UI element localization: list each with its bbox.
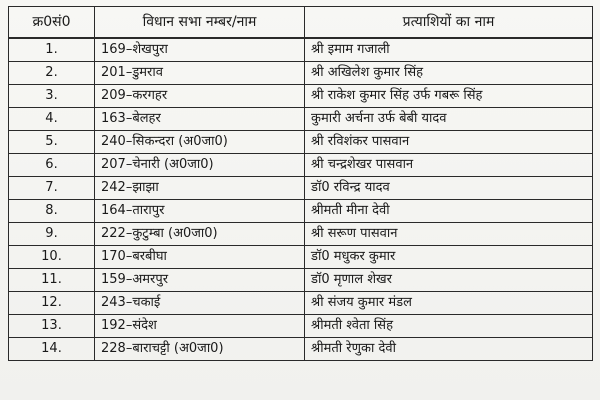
row-constituency: 163–बेलहर <box>95 108 305 131</box>
row-constituency: 170–बरबीघा <box>95 246 305 269</box>
row-candidate: श्री अखिलेश कुमार सिंह <box>305 62 593 85</box>
row-serial: 1. <box>9 38 95 62</box>
table-row <box>9 200 593 223</box>
row-constituency: 242–झाझा <box>95 177 305 200</box>
table-row <box>9 85 593 108</box>
row-candidate: श्री राकेश कुमार सिंह उर्फ गबरू सिंह <box>305 85 593 108</box>
row-serial: 3. <box>9 85 95 108</box>
row-serial: 4. <box>9 108 95 131</box>
table-row <box>9 108 593 131</box>
table-row <box>9 154 593 177</box>
row-constituency: 159–अमरपुर <box>95 269 305 292</box>
row-constituency: 169–शेखपुरा <box>95 38 305 62</box>
row-candidate: श्रीमती रेणुका देवी <box>305 338 593 361</box>
row-candidate: श्री रविशंकर पासवान <box>305 131 593 154</box>
row-serial: 13. <box>9 315 95 338</box>
row-constituency: 228–बाराचट्टी (अ0जा0) <box>95 338 305 361</box>
row-serial: 14. <box>9 338 95 361</box>
row-serial: 11. <box>9 269 95 292</box>
candidate-table <box>8 6 593 361</box>
row-serial: 9. <box>9 223 95 246</box>
row-constituency: 209–करगहर <box>95 85 305 108</box>
row-serial: 5. <box>9 131 95 154</box>
row-serial: 2. <box>9 62 95 85</box>
row-constituency: 164–तारापुर <box>95 200 305 223</box>
row-candidate: श्रीमती मीना देवी <box>305 200 593 223</box>
table-header <box>9 7 593 39</box>
row-candidate: डॉ0 रविन्द्र यादव <box>305 177 593 200</box>
row-serial: 10. <box>9 246 95 269</box>
table-row <box>9 269 593 292</box>
table-row <box>9 38 593 62</box>
row-candidate: कुमारी अर्चना उर्फ बेबी यादव <box>305 108 593 131</box>
table-body <box>9 38 593 361</box>
row-candidate: डॉ0 मृणाल शेखर <box>305 269 593 292</box>
row-serial: 6. <box>9 154 95 177</box>
row-candidate: डॉ0 मधुकर कुमार <box>305 246 593 269</box>
header-row <box>9 7 593 39</box>
table-row <box>9 177 593 200</box>
row-candidate: श्री संजय कुमार मंडल <box>305 292 593 315</box>
row-constituency: 222–कुटुम्बा (अ0जा0) <box>95 223 305 246</box>
row-constituency: 201–डुमराव <box>95 62 305 85</box>
row-constituency: 192–संदेश <box>95 315 305 338</box>
row-candidate: श्री इमाम गजाली <box>305 38 593 62</box>
table-row <box>9 292 593 315</box>
row-constituency: 207–चेनारी (अ0जा0) <box>95 154 305 177</box>
table-row <box>9 246 593 269</box>
table-row <box>9 315 593 338</box>
row-serial: 8. <box>9 200 95 223</box>
row-constituency: 240–सिकन्दरा (अ0जा0) <box>95 131 305 154</box>
row-candidate: श्रीमती श्वेता सिंह <box>305 315 593 338</box>
header-constituency: विधान सभा नम्बर/नाम <box>95 7 305 39</box>
table-row <box>9 62 593 85</box>
header-candidate: प्रत्याशियों का नाम <box>305 7 593 39</box>
table-row <box>9 223 593 246</box>
table-row <box>9 131 593 154</box>
row-candidate: श्री चन्द्रशेखर पासवान <box>305 154 593 177</box>
row-candidate: श्री सरूण पासवान <box>305 223 593 246</box>
header-serial: क्र0सं0 <box>9 7 95 39</box>
row-serial: 12. <box>9 292 95 315</box>
table-row <box>9 338 593 361</box>
row-constituency: 243–चकाई <box>95 292 305 315</box>
row-serial: 7. <box>9 177 95 200</box>
